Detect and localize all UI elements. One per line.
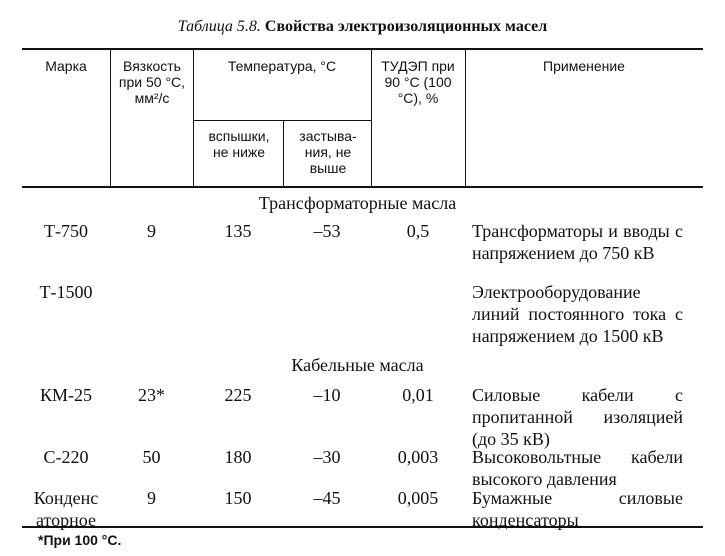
header-temperature: Температура, °С [227,58,337,74]
table-title: Свойства электроизоляционных масел [264,18,548,35]
row-km25-application: Силовые кабели с пропитанной изоляцией (до 35 кВ) [472,385,683,449]
header-brand: Марка [45,58,87,74]
header-bottom-rule [22,186,703,188]
row-t1500-brand: Т-1500 [39,282,93,302]
row-km25-viscosity: 23* [138,385,165,405]
header-divider-4 [371,48,372,188]
header-flash: вспышки, не ниже [208,128,270,160]
table-number: Таблица 5.8. [177,18,261,35]
row-capacitor-application: Бумажные силовые конденсаторы [472,488,683,530]
row-c220-tudep: 0,003 [397,447,439,467]
row-t750-flash: 135 [224,221,252,241]
table-caption [0,18,725,36]
row-t750-viscosity: 9 [147,221,156,241]
row-t750-application: Трансформаторы и вводы с напряжением до 750 кВ [472,221,683,263]
header-divider-3 [283,120,284,188]
row-km25-freeze: –10 [313,385,341,405]
header-tudep: ТУДЭП при 90 °С (100 °С), % [381,58,455,106]
row-capacitor-viscosity: 9 [147,488,156,508]
row-c220-application: Высоковольтные кабели высокого давления [472,447,683,489]
footnote: *При 100 °С. [38,532,122,548]
header-viscosity: Вязкость при 50 °С, мм²/с [118,58,186,106]
row-capacitor-tudep: 0,005 [397,488,439,508]
row-km25-brand: КМ-25 [39,385,92,405]
header-application: Применение [543,58,625,74]
row-t750-tudep: 0,5 [406,221,430,241]
row-c220-freeze: –30 [313,447,341,467]
subheader-rule [193,120,371,121]
row-c220-viscosity: 50 [142,447,161,467]
header-freeze: застыва-ния, не выше [299,128,357,176]
row-capacitor-freeze: –45 [313,488,341,508]
row-km25-tudep: 0,01 [402,385,434,405]
row-c220-brand: С-220 [43,447,89,467]
row-km25-flash: 225 [224,385,252,405]
row-c220-flash: 180 [224,447,252,467]
row-capacitor-flash: 150 [224,488,252,508]
header-divider-1 [110,48,111,188]
section-title-cable: Кабельные масла [291,355,424,375]
section-title-transformer: Трансформаторные масла [258,193,457,213]
row-t750-freeze: –53 [313,221,341,241]
row-t750-brand: Т-750 [44,221,88,241]
row-t1500-application: Электрооборудование линий постоянного тока с напряжением до 1500 кВ [472,282,683,346]
top-rule [22,48,703,50]
row-capacitor-brand: Конденсаторное [33,488,99,530]
